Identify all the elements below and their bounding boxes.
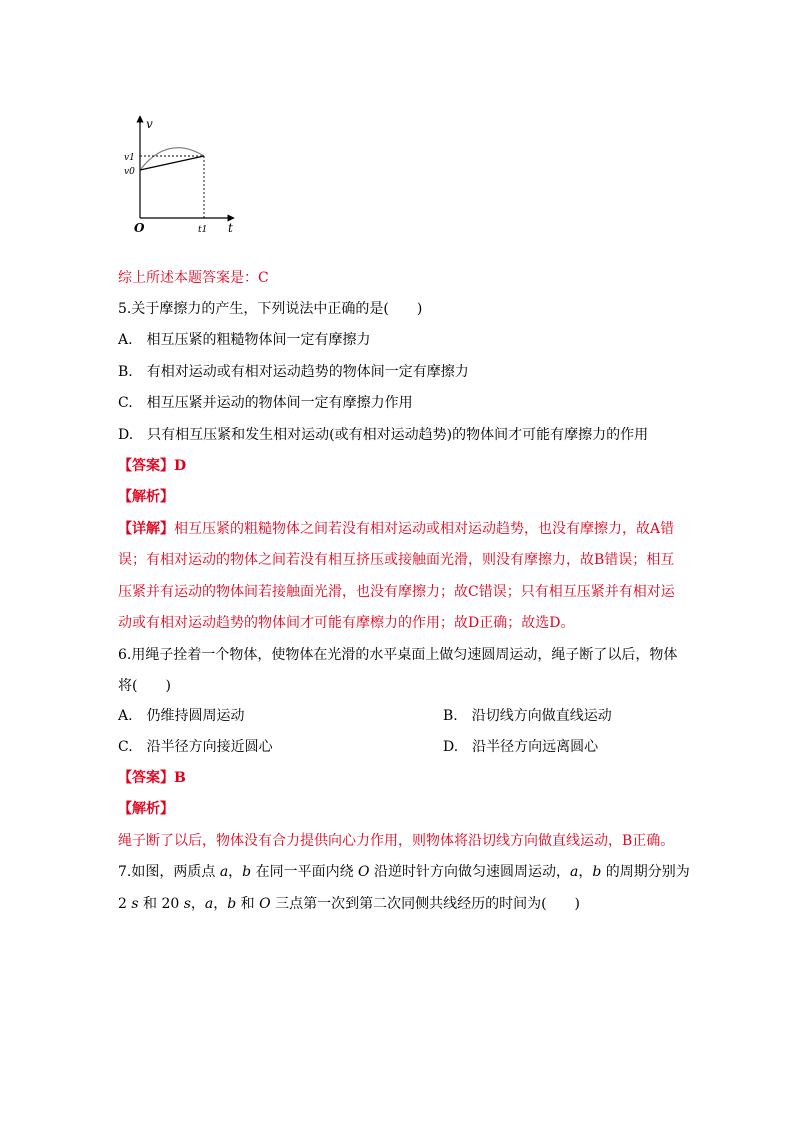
q7-stem-line-2: 2 s 和 20 s，a，b 和 O 三点第一次到第二次同侧共线经历的时间为( ): [118, 896, 580, 912]
detail-label: 【详解】: [118, 521, 174, 537]
q6-answer: [118, 768, 186, 788]
q6-option-a: A. 仍维持圆周运动: [118, 708, 245, 724]
v1-label: v1: [124, 153, 135, 163]
q5-option-d: D. 只有相互压紧和发生相对运动(或有相对运动趋势)的物体间才可能有摩擦力的作用: [118, 427, 649, 443]
q6-analysis-label: 【解析】: [118, 801, 174, 817]
q5-stem: 5.关于摩擦力的产生，下列说法中正确的是( ): [118, 301, 423, 317]
q6-option-d: D. 沿半径方向远离圆心: [443, 739, 599, 755]
q5-detail-line-1: [118, 519, 674, 539]
x-axis-label: t: [228, 221, 233, 235]
q5-answer: [118, 456, 186, 476]
answer-value: B: [174, 770, 186, 786]
q4-summary: 综上所述本题答案是：C: [118, 270, 269, 286]
q6-option-c: C. 沿半径方向接近圆心: [118, 739, 273, 755]
q5-option-c: C. 相互压紧并运动的物体间一定有摩擦力作用: [118, 395, 413, 411]
y-axis-label: v: [146, 117, 153, 131]
origin-label: O: [134, 221, 145, 235]
q6-analysis-text: 绳子断了以后，物体没有合力提供向心力作用，则物体将沿切线方向做直线运动，B正确。: [118, 833, 675, 849]
q6-option-b: B. 沿切线方向做直线运动: [443, 708, 612, 724]
q6-stem-line-1: 6.用绳子拴着一个物体，使物体在光滑的水平桌面上做匀速圆周运动，绳子断了以后，物体: [118, 647, 678, 663]
answer-value: D: [174, 458, 187, 474]
v0-label: v0: [124, 167, 135, 177]
q5-detail-line-3: 压紧并有运动的物体间若接触面光滑，也没有摩擦力；故C错误；只有相互压紧并有相对运: [118, 584, 675, 600]
velocity-time-graph: [118, 112, 248, 237]
q5-detail-line-4: 动或有相对运动趋势的物体间才可能有摩檫力的作用；故D正确；故选D。: [118, 615, 575, 631]
t1-label: t1: [198, 225, 208, 235]
q5-analysis-label: 【解析】: [118, 489, 174, 505]
curve-line: [140, 148, 204, 170]
answer-label: 【答案】: [118, 770, 174, 786]
q5-detail-line-2: 误；有相对运动的物体之间若没有相互挤压或接触面光滑，则没有摩擦力，故B错误；相互: [118, 552, 675, 568]
q6-stem-line-2: 将( ): [118, 678, 171, 694]
q5-option-b: B. 有相对运动或有相对运动趋势的物体间一定有摩擦力: [118, 364, 469, 380]
q7-stem-line-1: 7.如图，两质点 a，b 在同一平面内绕 O 沿逆时针方向做匀速圆周运动，a，b 的周期分别为: [118, 864, 690, 880]
answer-label: 【答案】: [118, 458, 174, 474]
chord-line: [140, 156, 204, 170]
q5-option-a: A. 相互压紧的粗糙物体间一定有摩擦力: [118, 332, 371, 348]
detail-text: 相互压紧的粗糙物体之间若没有相对运动或相对运动趋势，也没有摩擦力，故A错: [174, 521, 675, 537]
